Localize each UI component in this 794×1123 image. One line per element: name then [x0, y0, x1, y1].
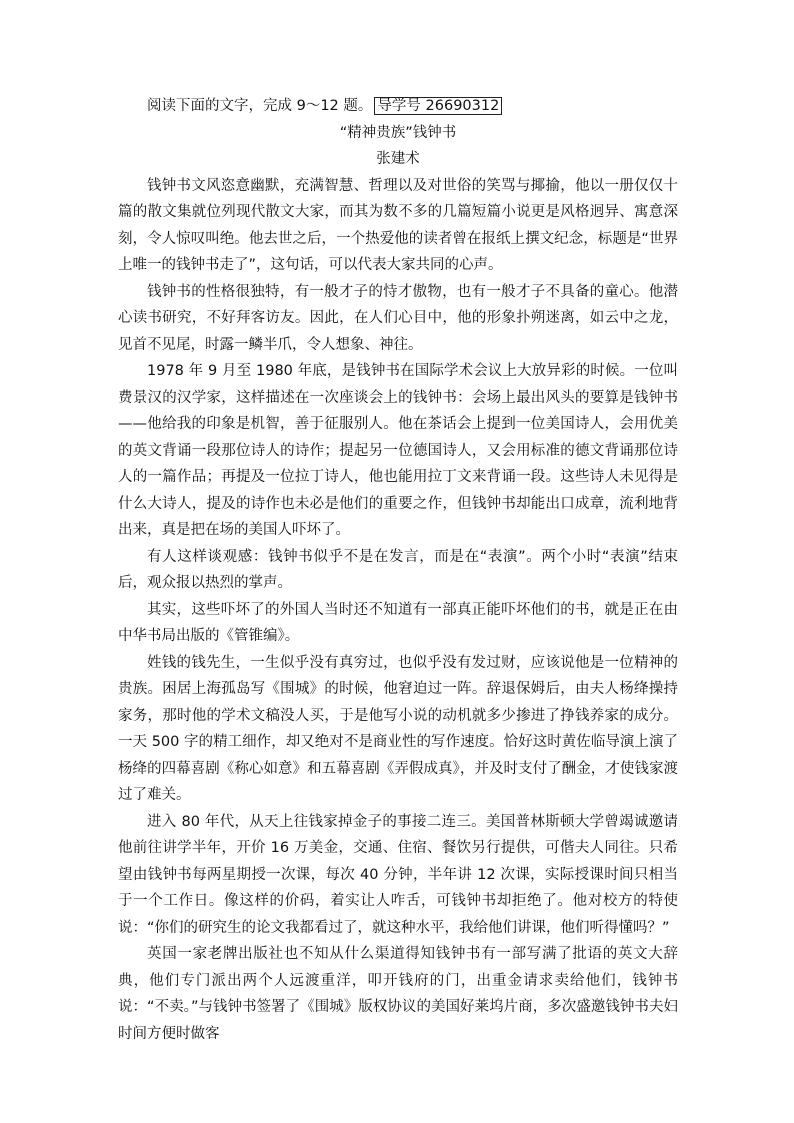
paragraph: 有人这样谈观感：钱钟书似乎不是在发言，而是在“表演”。两个小时“表演”结束后，观众报以热烈的掌声。 [118, 548, 678, 591]
paragraph: 钱钟书文风恣意幽默，充满智慧、哲理以及对世俗的笑骂与揶揄，他以一册仅仅十篇的散文集就位列现代散文大家，而其为数不多的几篇短篇小说更是风格迥异、寓意深刻，令人惊叹叫绝。他去世之后，一个热爱他的读者曾在报纸上撰文纪念，标题是“世界上唯一的钱钟书走了”，这句话，可以代表大家共同的心声。 [118, 177, 678, 273]
paragraph: 钱钟书的性格很独特，有一般才子的恃才傲物，也有一般才子不具备的童心。他潜心读书研究，不好拜客访友。因此，在人们心目中，他的形象扑朔迷离，如云中之龙，见首不见尾，时露一鳞半爪，令人想象、神往。 [118, 283, 678, 353]
paragraph: 姓钱的钱先生，一生似乎没有真穷过，也似乎没有发过财，应该说他是一位精神的贵族。困居上海孤岛写《围城》的时候，他窘迫过一阵。辞退保姆后，由夫人杨绛操持家务，那时他的学术文稿没人买，于是他写小说的动机就多少掺进了挣钱养家的成分。一天 500 字的精工细作，却又绝对不是商业性的写作速度。恰好这时黄佐临导演上演了杨绛的四幕喜剧《称心如意》和五幕喜剧《弄假成真》，并及时支付了酬金，才使钱家渡过了难关。 [118, 654, 678, 803]
paragraph: 英国一家老牌出版社也不知从什么渠道得知钱钟书有一部写满了批语的英文大辞典，他们专门派出两个人远渡重洋，叩开钱府的门，出重金请求卖给他们，钱钟书说：“不卖。”与钱钟书签署了《围城》版权协议的美国好莱坞片商，多次盛邀钱钟书夫妇时间方便时做客 [118, 946, 678, 1042]
paragraph: 进入 80 年代，从天上往钱家掉金子的事接二连三。美国普林斯顿大学曾竭诚邀请他前往讲学半年，开价 16 万美金，交通、住宿、餐饮另行提供，可偕夫人同往。只希望由钱钟书每两星期授一次课，每次 40 分钟，半年讲 12 次课，实际授课时间只相当于一个工作日。像这样的价码，着实让人咋舌，可钱钟书却拒绝了。他对校方的特使说：“你们的研究生的论文我都看过了，就这种水平，我给他们讲课，他们听得懂吗？” [118, 813, 678, 936]
instruction-text: 阅读下面的文字，完成 9～12 题。 [147, 98, 373, 114]
instruction-tag: 导学号 26690312 [374, 97, 502, 115]
paragraph: 其实，这些吓坏了的外国人当时还不知道有一部真正能吓坏他们的书，就是正在由中华书局出版的《管锥编》。 [118, 601, 678, 644]
article-title: “精神贵族”钱钟书 [339, 124, 457, 141]
document-body [118, 93, 678, 1047]
paragraph: 1978 年 9 月至 1980 年底，是钱钟书在国际学术会议上大放异彩的时候。一位叫费景汉的汉学家，这样描述在一次座谈会上的钱钟书：会场上最出风头的要算是钱钟书——他给我的印象是机智，善于征服别人。他在茶话会上提到一位美国诗人，会用优美的英文背诵一段那位诗人的诗作；提起另一位德国诗人，又会用标准的德文背诵那位诗人的一篇作品；再提及一位拉丁诗人，他也能用拉丁文来背诵一段。这些诗人未见得是什么大诗人，提及的诗作也未必是他们的重要之作，但钱钟书却能出口成章，流利地背出来，真是把在场的美国人吓坏了。 [118, 363, 678, 538]
article-author: 张建术 [376, 151, 420, 167]
reading-instruction [118, 93, 678, 120]
